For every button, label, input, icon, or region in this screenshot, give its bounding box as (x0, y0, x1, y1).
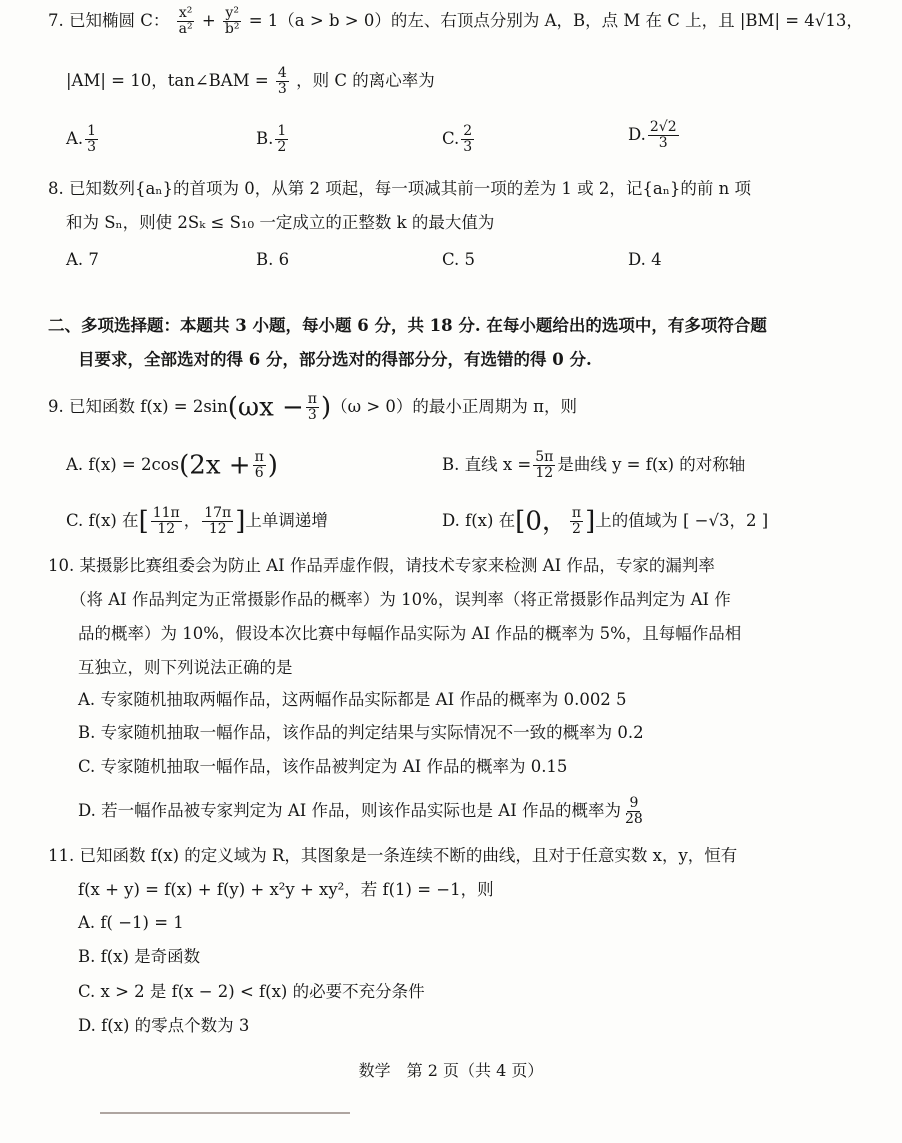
q9-option-a (66, 450, 278, 481)
q8-stem-line2: 和为 Sₙ，则使 2Sₖ ≤ S₁₀ 一定成立的正整数 k 的最大值为 (66, 213, 495, 232)
q7-fraction-y2-b2 (223, 6, 242, 37)
q9-stem (48, 392, 577, 423)
frac-den: 12 (208, 521, 227, 537)
option-label: C. (442, 129, 460, 148)
option-fraction (570, 506, 583, 537)
option-text: 上的值域为 [ −√3，2 ] (595, 511, 769, 530)
q7-option-b (256, 124, 290, 155)
frac-num: π (254, 449, 264, 465)
q7-text: |AM| = 10，tan∠BAM = (66, 71, 269, 90)
q8-option-d: D. 4 (628, 250, 662, 269)
option-label: D. (628, 125, 646, 144)
q7-option-a (66, 124, 100, 155)
option-paren-close: ) (267, 450, 278, 481)
option-text: B. 直线 x = (442, 455, 532, 474)
q9-text: （ω > 0）的最小正周期为 π，则 (331, 397, 577, 416)
section-heading-line2: 目要求，全部选对的得 6 分，部分选对的得部分分，有选错的得 0 分. (78, 350, 592, 369)
frac-den: 3 (87, 139, 97, 155)
q7-stem-line2 (66, 66, 435, 97)
frac-den: 3 (277, 81, 287, 97)
q10-option-a: A. 专家随机抽取两幅作品，这两幅作品实际都是 AI 作品的概率为 0.002 5 (78, 690, 627, 709)
frac-num: π (307, 391, 317, 407)
option-text: D. f(x) 在 (442, 511, 516, 530)
q7-text: = 1（a > b > 0）的左、右顶点分别为 A，B，点 M 在 C 上，且 |BM| = 4√13， (248, 11, 863, 30)
q9-option-d (442, 506, 768, 537)
option-label: B. (256, 129, 274, 148)
q10-stem-line1: 10. 某摄影比赛组委会为防止 AI 作品弄虚作假，请技术专家来检测 AI 作品，专家的漏判率 (48, 556, 715, 575)
q11-option-a: A. f( −1) = 1 (78, 913, 184, 932)
q7-text: 7. 已知椭圆 C： (48, 11, 170, 30)
option-fraction (253, 450, 266, 481)
frac-den: 3 (658, 135, 668, 151)
frac-num: y² (225, 5, 239, 21)
section-heading-line1: 二、多项选择题：本题共 3 小题，每小题 6 分，共 18 分. 在每小题给出的选项中，有多项符合题 (48, 316, 767, 335)
option-fraction (151, 506, 182, 537)
q8-option-c: C. 5 (442, 250, 476, 269)
frac-num: x² (178, 5, 193, 21)
frac-den: 28 (624, 811, 643, 827)
option-fraction (202, 506, 233, 537)
frac-num: 9 (629, 795, 639, 811)
option-paren-text: (2x + (179, 450, 251, 481)
option-fraction (623, 796, 645, 827)
q11-stem-line1: 11. 已知函数 f(x) 的定义域为 R，其图象是一条连续不断的曲线，且对于任意实数 x，y，恒有 (48, 846, 738, 865)
frac-den: 2 (572, 521, 581, 537)
option-text: 上单调递增 (245, 511, 328, 530)
frac-num: π (571, 505, 582, 521)
option-fraction (461, 124, 474, 155)
q9-option-c (66, 506, 328, 537)
q10-option-d (78, 796, 647, 827)
option-text: 是曲线 y = f(x) 的对称轴 (557, 455, 746, 474)
frac-den: b² (224, 21, 240, 37)
q8-stem-line1: 8. 已知数列{aₙ}的首项为 0，从第 2 项起，每一项减其前一项的差为 1 或 2，记{aₙ}的前 n 项 (48, 179, 752, 198)
bracket-open: [ (138, 506, 149, 537)
q10-stem-line3: 品的概率）为 10%，假设本次比赛中每幅作品实际为 AI 作品的概率为 5%，且每幅作品相 (78, 624, 742, 643)
frac-den: 3 (463, 139, 473, 155)
option-text: A. f(x) = 2cos (66, 455, 180, 474)
frac-den: a² (178, 21, 193, 37)
q10-stem-line4: 互独立，则下列说法正确的是 (78, 658, 293, 677)
q9-text: 9. 已知函数 f(x) = 2sin (48, 397, 228, 416)
option-label: A. (66, 129, 84, 148)
q9-option-b (442, 450, 745, 481)
frac-num: 1 (277, 123, 287, 139)
q7-option-c (442, 124, 476, 155)
q9-fraction-pi-3 (306, 392, 319, 423)
q7-fraction-x2-a2 (177, 6, 195, 37)
plus-sign: + (201, 11, 216, 30)
frac-den: 6 (254, 465, 264, 481)
q10-option-c: C. 专家随机抽取一幅作品，该作品被判定为 AI 作品的概率为 0.15 (78, 757, 568, 776)
scan-edge-line (100, 1112, 350, 1114)
bracket-close: ] (235, 506, 246, 537)
q11-stem-line2: f(x + y) = f(x) + f(y) + x²y + xy²，若 f(1) = −1，则 (78, 880, 494, 899)
bracket-open: [0， (515, 506, 568, 537)
bracket-close: ] (585, 506, 596, 537)
option-fraction (648, 120, 679, 151)
frac-num: 11π (152, 505, 180, 521)
frac-num: 2√2 (649, 119, 677, 135)
page-footer: 数学 第 2 页（共 4 页） (358, 1061, 544, 1080)
q10-stem-line2: （将 AI 作品判定为正常摄影作品的概率）为 10%，误判率（将正常摄影作品判定为 AI 作 (70, 590, 731, 609)
frac-num: 4 (277, 65, 287, 81)
frac-num: 5π (535, 449, 554, 465)
q9-paren-text: (ωx − (227, 392, 304, 423)
option-fraction (85, 124, 98, 155)
frac-num: 17π (204, 505, 232, 521)
frac-num: 2 (463, 123, 473, 139)
q7-option-d (628, 120, 681, 151)
frac-den: 12 (535, 465, 554, 481)
q10-option-b: B. 专家随机抽取一幅作品，该作品的判定结果与实际情况不一致的概率为 0.2 (78, 723, 644, 742)
frac-den: 2 (277, 139, 287, 155)
q7-fraction-4-3 (276, 66, 289, 97)
option-text: D. 若一幅作品被专家判定为 AI 作品，则该作品实际也是 AI 作品的概率为 (78, 801, 621, 820)
option-fraction (533, 450, 555, 481)
frac-den: 12 (157, 521, 176, 537)
q7-stem-line1 (48, 6, 863, 37)
option-fraction (275, 124, 288, 155)
frac-num: 1 (87, 123, 97, 139)
q9-paren-close: ) (320, 392, 332, 423)
q11-option-d: D. f(x) 的零点个数为 3 (78, 1016, 250, 1035)
q8-option-b: B. 6 (256, 250, 290, 269)
comma: ， (183, 511, 201, 530)
q8-option-a: A. 7 (66, 250, 99, 269)
q11-option-c: C. x > 2 是 f(x − 2) < f(x) 的必要不充分条件 (78, 982, 425, 1001)
q11-option-b: B. f(x) 是奇函数 (78, 947, 201, 966)
frac-den: 3 (307, 407, 317, 423)
q7-text: ，则 C 的离心率为 (296, 71, 435, 90)
option-text: C. f(x) 在 (66, 511, 139, 530)
